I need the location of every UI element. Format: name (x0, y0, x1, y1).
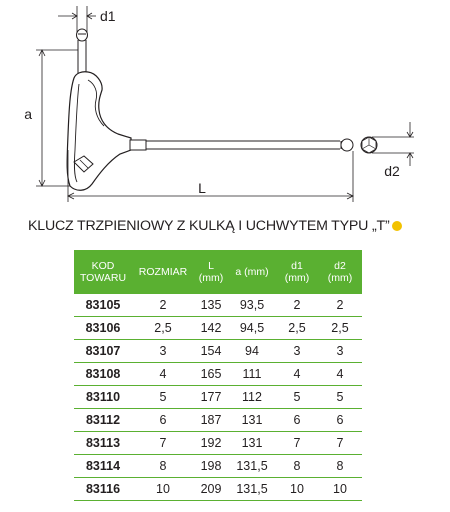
table-row (74, 294, 362, 317)
cell-d2: 5 (318, 386, 362, 409)
tool-drawing (0, 0, 450, 205)
cell-a: 131 (228, 409, 276, 432)
cell-d1: 6 (276, 409, 318, 432)
cell-a: 131,5 (228, 478, 276, 501)
spec-table (74, 250, 362, 501)
t-handle (67, 72, 131, 191)
l-label: L (198, 180, 206, 196)
cell-code: 83106 (74, 317, 132, 340)
product-title-text: KLUCZ TRZPIENIOWY Z KULKĄ I UCHWYTEM TYPU „T” (28, 218, 390, 234)
column-header-code: KOD TOWARU (74, 250, 132, 294)
table-row (74, 363, 362, 386)
cell-length: 187 (194, 409, 228, 432)
product-title (28, 218, 448, 234)
cell-code: 83112 (74, 409, 132, 432)
table-row (74, 409, 362, 432)
cell-size: 2,5 (132, 317, 194, 340)
cell-d1: 5 (276, 386, 318, 409)
table-row (74, 455, 362, 478)
cell-d1: 8 (276, 455, 318, 478)
cell-size: 4 (132, 363, 194, 386)
table-row (74, 386, 362, 409)
cell-d2: 8 (318, 455, 362, 478)
cell-length: 165 (194, 363, 228, 386)
column-header-d2: d2 (mm) (318, 250, 362, 294)
d1-label: d1 (100, 8, 116, 24)
horizontal-shaft (130, 139, 353, 151)
cell-d2: 10 (318, 478, 362, 501)
cell-size: 5 (132, 386, 194, 409)
cell-code: 83105 (74, 294, 132, 317)
cell-a: 94,5 (228, 317, 276, 340)
cell-a: 93,5 (228, 294, 276, 317)
cell-d1: 2,5 (276, 317, 318, 340)
cell-length: 154 (194, 340, 228, 363)
table-row (74, 317, 362, 340)
cell-length: 142 (194, 317, 228, 340)
column-header-length: L (mm) (194, 250, 228, 294)
yellow-dot-icon (392, 221, 402, 231)
cell-length: 192 (194, 432, 228, 455)
cell-a: 131 (228, 432, 276, 455)
cell-size: 8 (132, 455, 194, 478)
cell-code: 83116 (74, 478, 132, 501)
cell-size: 6 (132, 409, 194, 432)
cell-d1: 7 (276, 432, 318, 455)
cell-size: 10 (132, 478, 194, 501)
cell-a: 94 (228, 340, 276, 363)
d2-dimension (372, 122, 414, 166)
cell-length: 198 (194, 455, 228, 478)
table-header-row (74, 250, 362, 294)
table-body (74, 294, 362, 501)
cell-length: 177 (194, 386, 228, 409)
cell-a: 112 (228, 386, 276, 409)
column-header-size: ROZMIAR (132, 250, 194, 294)
table-row (74, 340, 362, 363)
cell-d2: 6 (318, 409, 362, 432)
cell-length: 135 (194, 294, 228, 317)
cell-d2: 2 (318, 294, 362, 317)
column-header-d1: d1 (mm) (276, 250, 318, 294)
cell-d1: 10 (276, 478, 318, 501)
d2-label: d2 (384, 163, 400, 179)
table-row (74, 478, 362, 501)
cell-a: 131,5 (228, 455, 276, 478)
cell-d1: 4 (276, 363, 318, 386)
cell-d1: 3 (276, 340, 318, 363)
cell-d2: 2,5 (318, 317, 362, 340)
cell-length: 209 (194, 478, 228, 501)
cell-d1: 2 (276, 294, 318, 317)
cell-a: 111 (228, 363, 276, 386)
cell-code: 83113 (74, 432, 132, 455)
cell-code: 83110 (74, 386, 132, 409)
cell-code: 83114 (74, 455, 132, 478)
ball-end-view (361, 137, 377, 153)
cell-d2: 7 (318, 432, 362, 455)
cell-size: 2 (132, 294, 194, 317)
cell-d2: 4 (318, 363, 362, 386)
cell-size: 3 (132, 340, 194, 363)
cell-d2: 3 (318, 340, 362, 363)
cell-code: 83108 (74, 363, 132, 386)
cell-size: 7 (132, 432, 194, 455)
column-header-a: a (mm) (228, 250, 276, 294)
a-label: a (24, 106, 32, 122)
cell-code: 83107 (74, 340, 132, 363)
table-row (74, 432, 362, 455)
